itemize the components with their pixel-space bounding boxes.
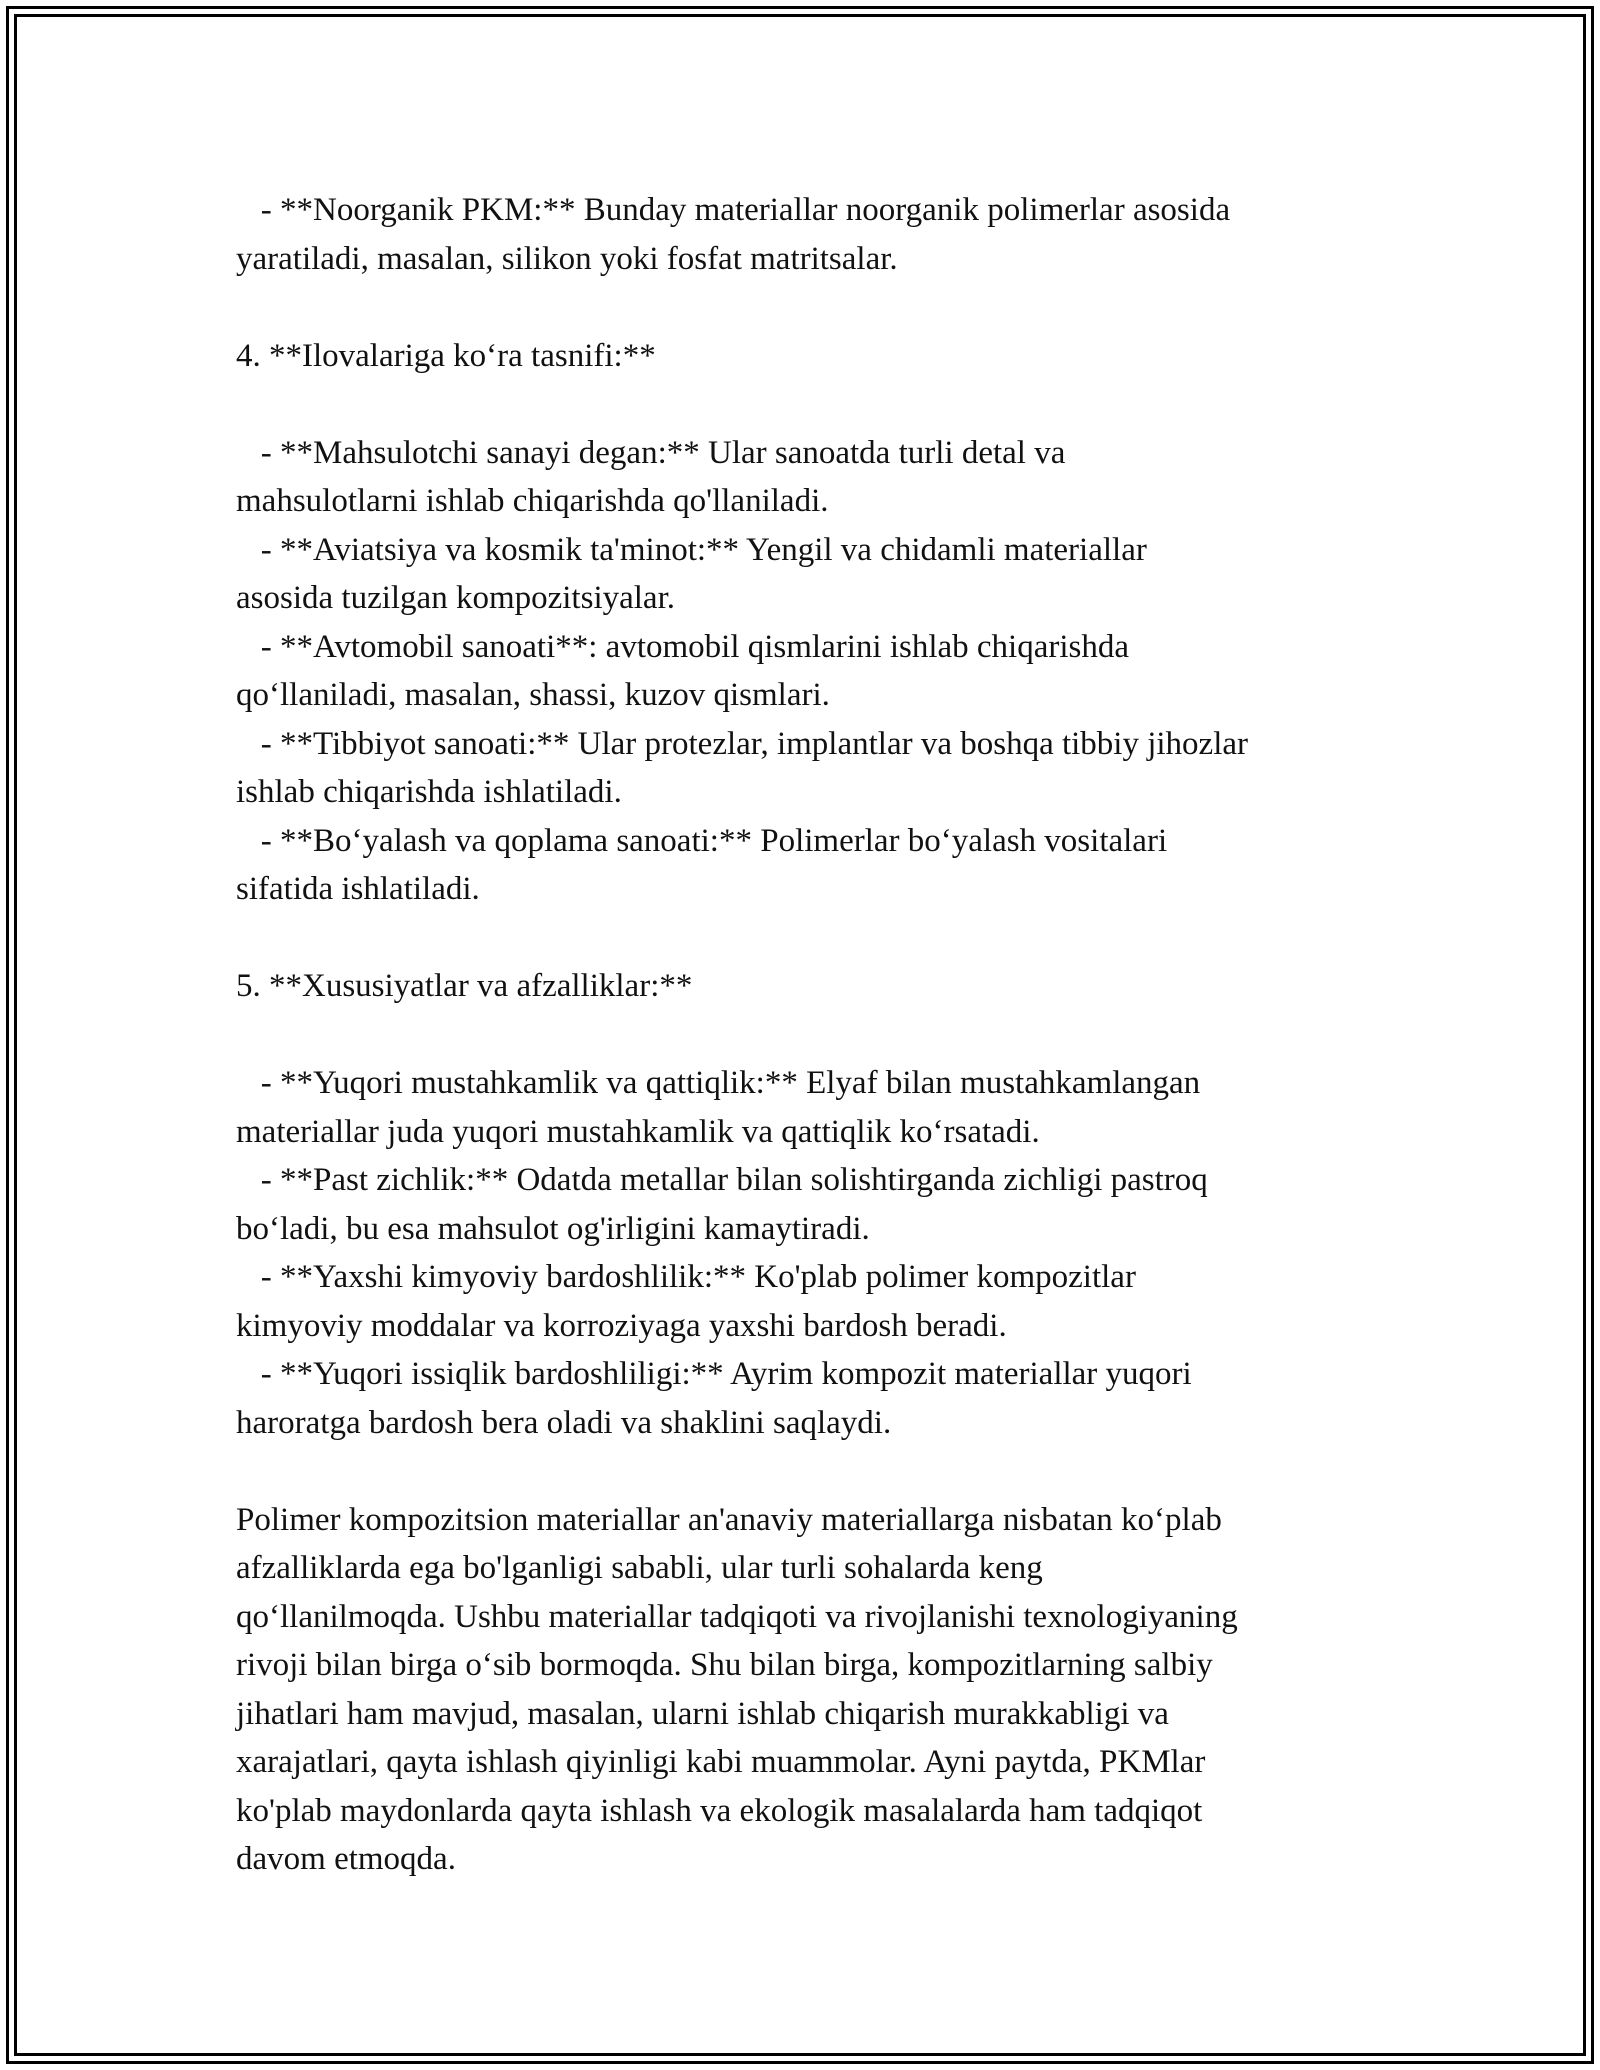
paragraph-line: rivoji bilan birga o‘sib bormoqda. Shu bilan birga, kompozitlarning salbiy <box>236 1647 1213 1683</box>
text-line: - **Bo‘yalash va qoplama sanoati:** Polimerlar bo‘yalash vositalari <box>236 822 1168 859</box>
text-line: - **Aviatsiya va kosmik ta'minot:** Yengil va chidamli materiallar <box>236 531 1147 568</box>
paragraph-line: xarajatlari, qayta ishlash qiyinligi kabi muammolar. Ayni paytda, PKMlar <box>236 1744 1206 1780</box>
text-line: materiallar juda yuqori mustahkamlik va qattiqlik ko‘rsatadi. <box>236 1113 1040 1150</box>
text-line: asosida tuzilgan kompozitsiyalar. <box>236 580 675 616</box>
text-line: ishlab chiqarishda ishlatiladi. <box>236 774 622 810</box>
text-line: mahsulotlarni ishlab chiqarishda qo'llaniladi. <box>236 483 829 519</box>
text-line: yaratiladi, masalan, silikon yoki fosfat matritsalar. <box>236 240 898 277</box>
text-line: - **Avtomobil sanoati**: avtomobil qismlarini ishlab chiqarishda <box>236 628 1130 665</box>
paragraph-line: ko'plab maydonlarda qayta ishlash va ekologik masalalarda ham tadqiqot <box>236 1792 1203 1829</box>
paragraph-line: qo‘llanilmoqda. Ushbu materiallar tadqiqoti va rivojlanishi texnologiyaning <box>236 1598 1238 1635</box>
text-line: - **Yaxshi kimyoviy bardoshlilik:** Ko'plab polimer kompozitlar <box>236 1259 1136 1295</box>
section-heading: 4. **Ilovalariga ko‘ra tasnifi:** <box>236 337 656 374</box>
paragraph-line: Polimer kompozitsion materiallar an'anaviy materiallarga nisbatan ko‘plab <box>236 1501 1222 1538</box>
paragraph-line: davom etmoqda. <box>236 1841 456 1877</box>
text-line: haroratga bardosh bera oladi va shaklini saqlaydi. <box>236 1404 892 1441</box>
text-line: qo‘llaniladi, masalan, shassi, kuzov qismlari. <box>236 677 830 713</box>
document-body <box>236 186 1376 1884</box>
text-line: kimyoviy moddalar va korroziyaga yaxshi bardosh beradi. <box>236 1307 1007 1344</box>
paragraph-line: jihatlari ham mavjud, masalan, ularni ishlab chiqarish murakkabligi va <box>236 1695 1169 1732</box>
blank-line <box>236 1447 1376 1496</box>
text-line: - **Past zichlik:** Odatda metallar bilan solishtirganda zichligi pastroq <box>236 1162 1208 1198</box>
text-line: - **Yuqori mustahkamlik va qattiqlik:** Elyaf bilan mustahkamlangan <box>236 1065 1201 1101</box>
blank-line <box>236 914 1376 963</box>
paragraph-line: afzalliklarda ega bo'lganligi sababli, ular turli sohalarda keng <box>236 1550 1043 1586</box>
section-heading: 5. **Xususiyatlar va afzalliklar:** <box>236 968 693 1004</box>
blank-line <box>236 283 1376 332</box>
text-line: bo‘ladi, bu esa mahsulot og'irligini kamaytiradi. <box>236 1210 870 1247</box>
text-line: - **Tibbiyot sanoati:** Ular protezlar, implantlar va boshqa tibbiy jihozlar <box>236 725 1249 762</box>
text-line: - **Mahsulotchi sanayi degan:** Ular sanoatda turli detal va <box>236 434 1066 471</box>
text-line: - **Noorganik PKM:** Bunday materiallar noorganik polimerlar asosida <box>236 192 1231 228</box>
text-line: - **Yuqori issiqlik bardoshliligi:** Ayrim kompozit materiallar yuqori <box>236 1356 1192 1392</box>
blank-line <box>236 1011 1376 1060</box>
blank-line <box>236 380 1376 429</box>
text-line: sifatida ishlatiladi. <box>236 871 480 907</box>
